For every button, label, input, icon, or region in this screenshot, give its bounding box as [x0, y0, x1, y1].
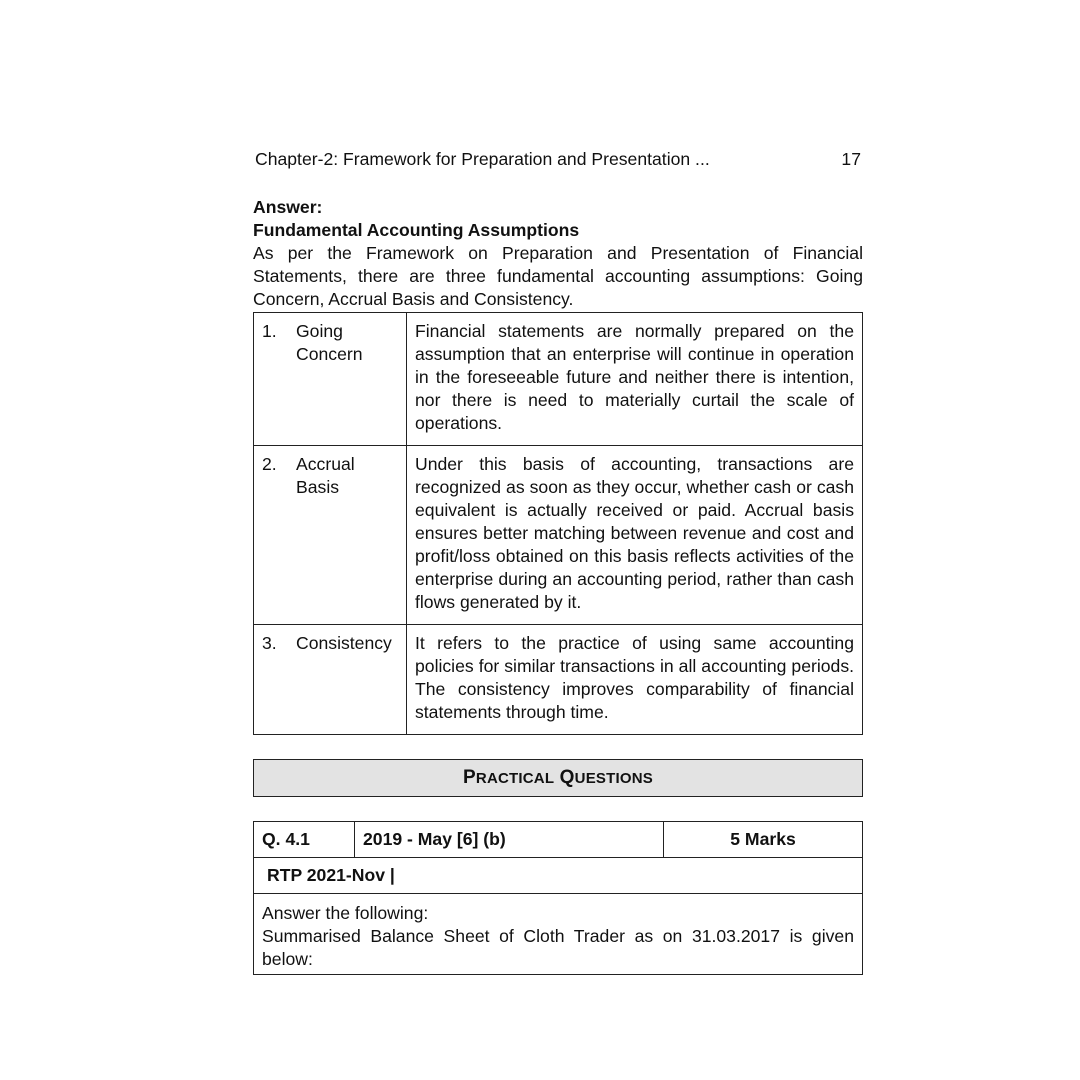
banner-initial: P: [463, 767, 476, 788]
question-body-row: [254, 894, 863, 975]
question-table: [253, 821, 863, 975]
rtp-reference: RTP 2021-Nov |: [254, 858, 863, 894]
question-rtp-row: [254, 858, 863, 894]
assumption-description: It refers to the practice of using same accounting policies for similar transactions in all accounting periods. The consistency improves comparability of financial statements through time.: [407, 625, 863, 735]
question-reference: 2019 - May [6] (b): [355, 822, 664, 858]
assumption-number: 2.: [262, 454, 277, 474]
section-heading: Fundamental Accounting Assumptions: [253, 220, 580, 240]
intro-paragraph: As per the Framework on Preparation and Presentation of Financial Statements, there are three fundamental accounting assumptions: Going Concern, Accrual Basis and Consistency.: [253, 243, 863, 309]
assumption-term: Going Concern: [296, 321, 363, 364]
assumption-description: Under this basis of accounting, transactions are recognized as soon as they occur, whether cash or cash equivalent is actually received or paid. Accrual basis ensures better matching between revenue and cost and profit/loss obtained on this basis reflects activities of the enterprise during an accounting period, rather than cash flows generated by it.: [407, 446, 863, 625]
running-header: [255, 148, 863, 172]
chapter-title: Chapter-2: Framework for Preparation and Presentation ...: [255, 149, 710, 169]
question-header-row: [254, 822, 863, 858]
table-row: [254, 313, 863, 446]
practical-questions-banner: [253, 759, 863, 797]
assumption-description: Financial statements are normally prepared on the assumption that an enterprise will continue in operation in the foreseeable future and neither there is intention, nor there is need to materially curtail the scale of operations.: [407, 313, 863, 446]
assumption-number: 1.: [262, 321, 277, 341]
table-row: [254, 625, 863, 735]
question-body: [254, 894, 863, 975]
assumption-term: Accrual Basis: [296, 454, 355, 497]
banner-word: UESTIONS: [574, 770, 653, 787]
answer-label: Answer:: [253, 197, 323, 217]
assumption-term-cell: [254, 625, 407, 735]
assumption-term-cell: [254, 313, 407, 446]
assumption-term: Consistency: [296, 633, 392, 653]
assumption-number: 3.: [262, 633, 277, 653]
question-number: Q. 4.1: [254, 822, 355, 858]
question-marks: 5 Marks: [664, 822, 863, 858]
banner-initial: Q: [559, 767, 575, 788]
assumptions-table: [253, 312, 863, 735]
question-text: Summarised Balance Sheet of Cloth Trader as on 31.03.2017 is given below:: [262, 926, 854, 969]
banner-word: RACTICAL: [475, 770, 555, 787]
document-page: [253, 148, 863, 975]
page-number: 17: [841, 149, 861, 169]
assumption-term-cell: [254, 446, 407, 625]
question-instruction: Answer the following:: [262, 903, 429, 923]
table-row: [254, 446, 863, 625]
